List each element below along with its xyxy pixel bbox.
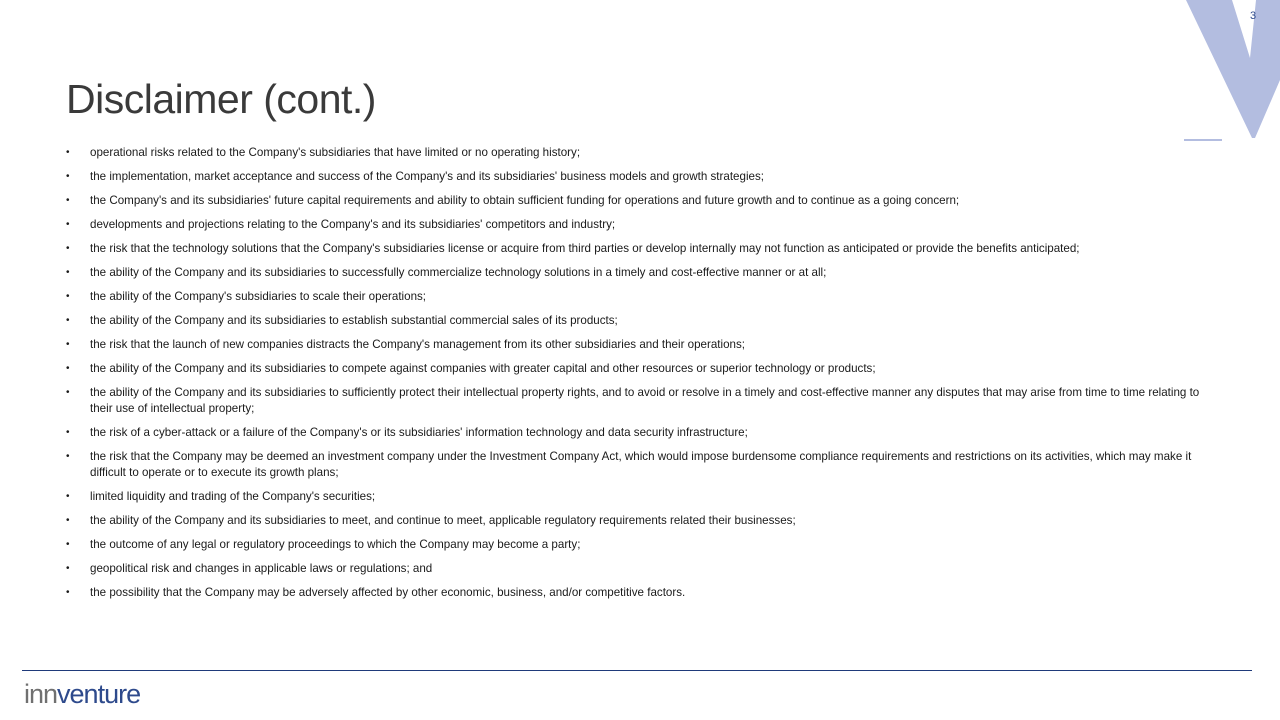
bullet-item [66, 537, 1206, 553]
bullet-dot-icon: • [66, 171, 70, 182]
bullet-text: the risk of a cyber-attack or a failure of the Company's or its subsidiaries' information technology and data security infrastructure; [90, 426, 748, 439]
bullet-text: operational risks related to the Company's subsidiaries that have limited or no operating history; [90, 146, 581, 159]
v-mark-shape [1186, 0, 1280, 138]
bullet-text: the ability of the Company's subsidiaries to scale their operations; [90, 290, 427, 303]
bullet-text: the implementation, market acceptance and success of the Company's and its subsidiaries' business models and growth strategies; [90, 170, 764, 183]
bullet-dot-icon: • [66, 339, 70, 350]
bullet-text: the outcome of any legal or regulatory proceedings to which the Company may become a party; [90, 538, 581, 551]
bullet-text: the ability of the Company and its subsidiaries to successfully commercialize technology solutions in a timely and cost-effective manner or at all; [90, 266, 827, 279]
logo-text-inn: inn [24, 679, 58, 709]
footer-divider [22, 670, 1252, 671]
bullet-dot-icon: • [66, 147, 70, 158]
bullet-text: limited liquidity and trading of the Company's securities; [90, 490, 376, 503]
bullet-item [66, 193, 1206, 209]
bullet-text: the ability of the Company and its subsidiaries to sufficiently protect their intellectual property rights, and to avoid or resolve in a timely and cost-effective manner any disputes that may arise from time to time relating to their use of intellectual property; [90, 386, 1200, 415]
page-number: 3 [1249, 10, 1257, 22]
bullet-text: the ability of the Company and its subsidiaries to compete against companies with greater capital and other resources or superior technology or products; [90, 362, 876, 375]
bullet-item [66, 337, 1206, 353]
bullet-text: the risk that the launch of new companies distracts the Company's management from its other subsidiaries and their operations; [90, 338, 746, 351]
bullet-dot-icon: • [66, 219, 70, 230]
bullet-dot-icon: • [66, 515, 70, 526]
bullet-text: the risk that the technology solutions that the Company's subsidiaries license or acquire from third parties or develop internally may not function as anticipated or provide the benefits anticipated; [90, 242, 1080, 255]
bullet-dot-icon: • [66, 363, 70, 374]
bullet-dot-icon: • [66, 315, 70, 326]
v-mark-underline [1184, 139, 1222, 141]
bullet-item [66, 145, 1206, 161]
page-title: Disclaimer (cont.) [66, 76, 376, 122]
bullet-text: geopolitical risk and changes in applicable laws or regulations; and [90, 562, 433, 575]
bullet-text: the risk that the Company may be deemed an investment company under the Investment Company Act, which would impose burdensome compliance requirements and restrictions on its activities, which may make it difficult to operate or to execute its growth plans; [90, 450, 1192, 479]
bullet-dot-icon: • [66, 451, 70, 462]
bullet-dot-icon: • [66, 291, 70, 302]
disclaimer-bullet-list [66, 145, 1206, 609]
bullet-text: the ability of the Company and its subsidiaries to establish substantial commercial sales of its products; [90, 314, 618, 327]
bullet-item [66, 313, 1206, 329]
bullet-text: the Company's and its subsidiaries' future capital requirements and ability to obtain sufficient funding for operations and future growth and to continue as a going concern; [90, 194, 960, 207]
bullet-item [66, 361, 1206, 377]
bullet-text: developments and projections relating to the Company's and its subsidiaries' competitors and industry; [90, 218, 616, 231]
brand-v-mark-icon [1180, 0, 1280, 145]
logo-text-venture: venture [57, 679, 141, 709]
bullet-item [66, 561, 1206, 577]
bullet-dot-icon: • [66, 387, 70, 398]
bullet-item [66, 217, 1206, 233]
bullet-item [66, 385, 1206, 417]
bullet-item [66, 449, 1206, 481]
bullet-dot-icon: • [66, 195, 70, 206]
bullet-dot-icon: • [66, 427, 70, 438]
bullet-text: the possibility that the Company may be adversely affected by other economic, business, and/or competitive factors. [90, 586, 686, 599]
bullet-text: the ability of the Company and its subsidiaries to meet, and continue to meet, applicable regulatory requirements related their businesses; [90, 514, 796, 527]
bullet-item [66, 169, 1206, 185]
bullet-item [66, 585, 1206, 601]
bullet-dot-icon: • [66, 243, 70, 254]
innventure-logo [24, 676, 140, 712]
bullet-dot-icon: • [66, 267, 70, 278]
bullet-item [66, 425, 1206, 441]
bullet-item [66, 289, 1206, 305]
bullet-item [66, 265, 1206, 281]
bullet-dot-icon: • [66, 587, 70, 598]
bullet-item [66, 241, 1206, 257]
bullet-item [66, 489, 1206, 505]
bullet-dot-icon: • [66, 539, 70, 550]
bullet-item [66, 513, 1206, 529]
bullet-dot-icon: • [66, 491, 70, 502]
bullet-dot-icon: • [66, 563, 70, 574]
